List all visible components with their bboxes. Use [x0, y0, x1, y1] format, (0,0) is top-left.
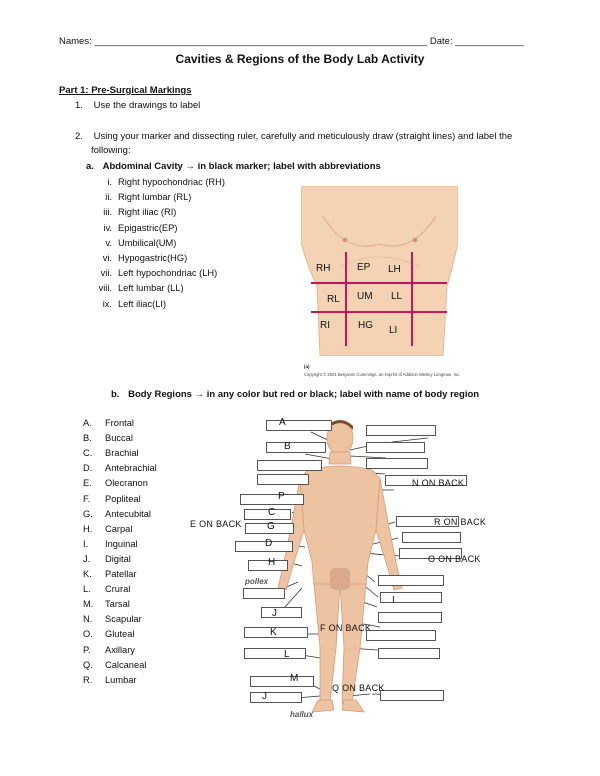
part1-heading: Part 1: Pre-Surgical Markings: [59, 85, 192, 96]
label-f-on-back: F ON BACK: [320, 623, 372, 633]
box-label-g: G: [267, 521, 275, 532]
item-label: Crural: [105, 584, 131, 595]
figure-panel-letter: (a): [304, 364, 310, 369]
box-label-a: A: [279, 417, 286, 428]
label-box-j-right[interactable]: [250, 692, 302, 703]
label-box-right-1[interactable]: [366, 425, 436, 436]
grid-label-rl: RL: [327, 294, 340, 305]
item-label: Epigastric(EP): [118, 222, 178, 233]
body-region-item: [83, 433, 133, 443]
item-label: Lumbar: [105, 674, 137, 685]
body-region-item: [83, 494, 141, 504]
date-label: Date:: [429, 36, 453, 47]
annotation-pollex: pollex: [245, 577, 269, 586]
item-label: Hypogastric(HG): [118, 253, 188, 263]
grid-label-li: LI: [389, 325, 398, 336]
date-field[interactable]: _____________: [455, 36, 524, 47]
right-nipple: [413, 238, 418, 243]
body-region-item: [83, 418, 134, 428]
abdominal-region-item: [84, 177, 225, 187]
box-label-h: H: [268, 557, 276, 568]
item-numeral: viii.: [98, 283, 112, 294]
abdominal-region-item: [84, 283, 184, 293]
grid-label-um: UM: [357, 291, 373, 302]
label-box-right-7[interactable]: [378, 575, 444, 586]
item-numeral: vii.: [100, 268, 112, 279]
grid-label-rh: RH: [316, 263, 331, 274]
grid-label-ri: RI: [320, 320, 330, 331]
label-o-on-back: O ON BACK: [428, 554, 481, 564]
item-numeral: ii.: [105, 192, 112, 203]
section-text: Abdominal Cavity → in black marker; label with abbreviations: [102, 161, 381, 172]
body-region-item: [83, 569, 137, 579]
box-label-j-left: J: [272, 608, 277, 619]
item-letter: B.: [83, 433, 92, 444]
box-label-l: L: [284, 649, 290, 660]
step-2-line2: following:: [91, 145, 131, 156]
grid-label-ep: EP: [357, 262, 371, 273]
section-a-heading: [86, 161, 381, 172]
item-letter: O.: [83, 629, 93, 640]
abdominal-region-item: [84, 223, 177, 233]
section-text: Body Regions → in any color but red or black; label with name of body region: [128, 389, 480, 400]
item-label: Tarsal: [105, 599, 130, 610]
names-field[interactable]: _______________________________________________________________: [94, 36, 428, 47]
names-label: Names:: [59, 36, 92, 47]
body-region-item: [83, 614, 142, 624]
item-letter: K.: [83, 569, 92, 579]
box-label-b: B: [284, 441, 291, 452]
label-box-right-8[interactable]: [378, 612, 442, 623]
abdominal-region-item: [84, 238, 176, 248]
item-label: Buccal: [105, 433, 133, 444]
item-label: Left iliac(LI): [118, 298, 167, 309]
step-2: [75, 131, 512, 142]
body-region-item: [83, 599, 130, 609]
step-text: Using your marker and dissecting ruler, carefully and meticulously draw (straight lines) and label the: [93, 131, 513, 142]
label-box-right-3[interactable]: [366, 458, 428, 469]
label-box-b[interactable]: [266, 442, 326, 453]
abdominal-region-item: [84, 268, 217, 278]
item-label: Popliteal: [105, 493, 141, 504]
item-letter: R.: [83, 674, 93, 685]
item-label: Digital: [105, 553, 131, 564]
item-letter: E.: [83, 478, 92, 489]
grid-label-hg: HG: [358, 320, 373, 331]
item-label: Patellar: [105, 569, 137, 579]
section-letter: b.: [111, 389, 120, 400]
item-label: Antecubital: [105, 508, 151, 519]
body-region-item: [83, 660, 146, 670]
item-label: Left hypochondriac (LH): [118, 268, 218, 279]
box-label-k: K: [270, 627, 277, 638]
label-n-on-back: N ON BACK: [412, 478, 465, 488]
grid-label-lh: LH: [388, 264, 401, 275]
item-numeral: iv.: [103, 222, 112, 233]
label-box-right-9[interactable]: [366, 630, 436, 641]
item-label: Right lumbar (RL): [118, 192, 192, 203]
page-title: Cavities & Regions of the Body Lab Activity: [175, 52, 425, 66]
left-nipple: [343, 238, 348, 243]
item-letter: F.: [83, 493, 91, 504]
item-letter: I.: [83, 538, 89, 549]
label-box-unlabeled-3[interactable]: [243, 588, 285, 599]
body-figure: [180, 412, 480, 722]
item-letter: L.: [83, 584, 91, 595]
label-box-d[interactable]: [235, 541, 293, 552]
section-b-heading: [111, 389, 479, 400]
body-region-item: [83, 524, 132, 534]
grid-label-ll: LL: [391, 291, 403, 302]
label-box-unlabeled-1[interactable]: [257, 460, 322, 471]
label-box-j-left[interactable]: [261, 607, 302, 618]
label-box-right-5[interactable]: [402, 532, 461, 543]
label-box-m[interactable]: [250, 676, 314, 687]
item-label: Gluteal: [105, 629, 135, 640]
step-text: Use the drawings to label: [93, 100, 201, 111]
item-label: Carpal: [105, 523, 133, 534]
body-region-item: [83, 554, 131, 564]
label-box-a[interactable]: [266, 420, 332, 431]
box-label-p: P: [278, 491, 285, 502]
body-region-item: [83, 463, 157, 473]
abdominal-region-item: [84, 207, 176, 217]
item-label: Olecranon: [105, 478, 148, 489]
item-letter: Q.: [83, 659, 93, 670]
label-r-on-back: R ON BACK: [434, 517, 487, 527]
item-label: Scapular: [105, 614, 142, 625]
body-region-item: [83, 478, 148, 488]
box-label-d: D: [265, 538, 273, 549]
item-numeral: iii.: [103, 207, 112, 218]
annotation-hallux: hallux: [290, 710, 314, 719]
item-label: Inguinal: [105, 538, 138, 549]
body-region-item: [83, 539, 138, 549]
item-label: Umbilical(UM): [118, 237, 177, 248]
step-1: [75, 100, 200, 111]
item-letter: C.: [83, 448, 93, 459]
body-region-item: [83, 645, 135, 655]
body-region-item: [83, 509, 151, 519]
label-box-right-11[interactable]: [380, 690, 444, 701]
label-e-on-back: E ON BACK: [190, 519, 242, 529]
item-label: Right iliac (RI): [118, 207, 177, 218]
abdominal-region-item: [84, 299, 166, 309]
item-letter: G.: [83, 508, 93, 519]
section-letter: a.: [86, 161, 94, 172]
label-box-l[interactable]: [244, 648, 306, 659]
item-label: Axillary: [105, 644, 135, 655]
item-letter: M.: [83, 599, 94, 610]
item-letter: A.: [83, 418, 92, 428]
body-region-item: [83, 584, 130, 594]
item-label: Frontal: [105, 418, 134, 428]
item-letter: D.: [83, 463, 93, 474]
abdominal-region-item: [84, 192, 191, 202]
body-region-item: [83, 448, 139, 458]
box-label-j-right: J: [262, 691, 267, 702]
label-box-p[interactable]: [240, 494, 304, 505]
body-region-item: [83, 629, 134, 639]
item-letter: J.: [83, 553, 91, 564]
item-label: Brachial: [105, 448, 139, 459]
label-box-right-10[interactable]: [378, 648, 440, 659]
item-label: Right hypochondriac (RH): [118, 177, 225, 187]
names-date-line: [59, 36, 524, 47]
body-region-item: [83, 675, 137, 685]
item-label: Left lumbar (LL): [118, 283, 184, 294]
label-box-unlabeled-2[interactable]: [257, 474, 309, 485]
item-numeral: i.: [107, 177, 112, 187]
item-letter: P.: [83, 644, 91, 655]
underwear: [330, 568, 350, 590]
item-label: Calcaneal: [105, 659, 147, 670]
item-numeral: ix.: [102, 298, 112, 309]
step-number: 1.: [75, 100, 83, 111]
abdominal-region-item: [84, 253, 187, 263]
item-numeral: v.: [105, 237, 112, 248]
label-box-right-2[interactable]: [366, 442, 425, 453]
box-label-c: C: [268, 507, 276, 518]
item-label: Antebrachial: [105, 463, 157, 474]
item-numeral: vi.: [102, 253, 112, 263]
step-number: 2.: [75, 131, 83, 142]
item-letter: N.: [83, 614, 93, 625]
item-letter: H.: [83, 523, 93, 534]
label-q-on-back: Q ON BACK: [332, 683, 385, 693]
box-label-i: I: [392, 595, 395, 606]
label-box-i[interactable]: [380, 592, 442, 603]
box-label-m: M: [290, 673, 299, 684]
figure-copyright: Copyright © 2001 Benjamin Cummings, an imprint of Addison Wesley Longman, Inc.: [304, 372, 461, 377]
